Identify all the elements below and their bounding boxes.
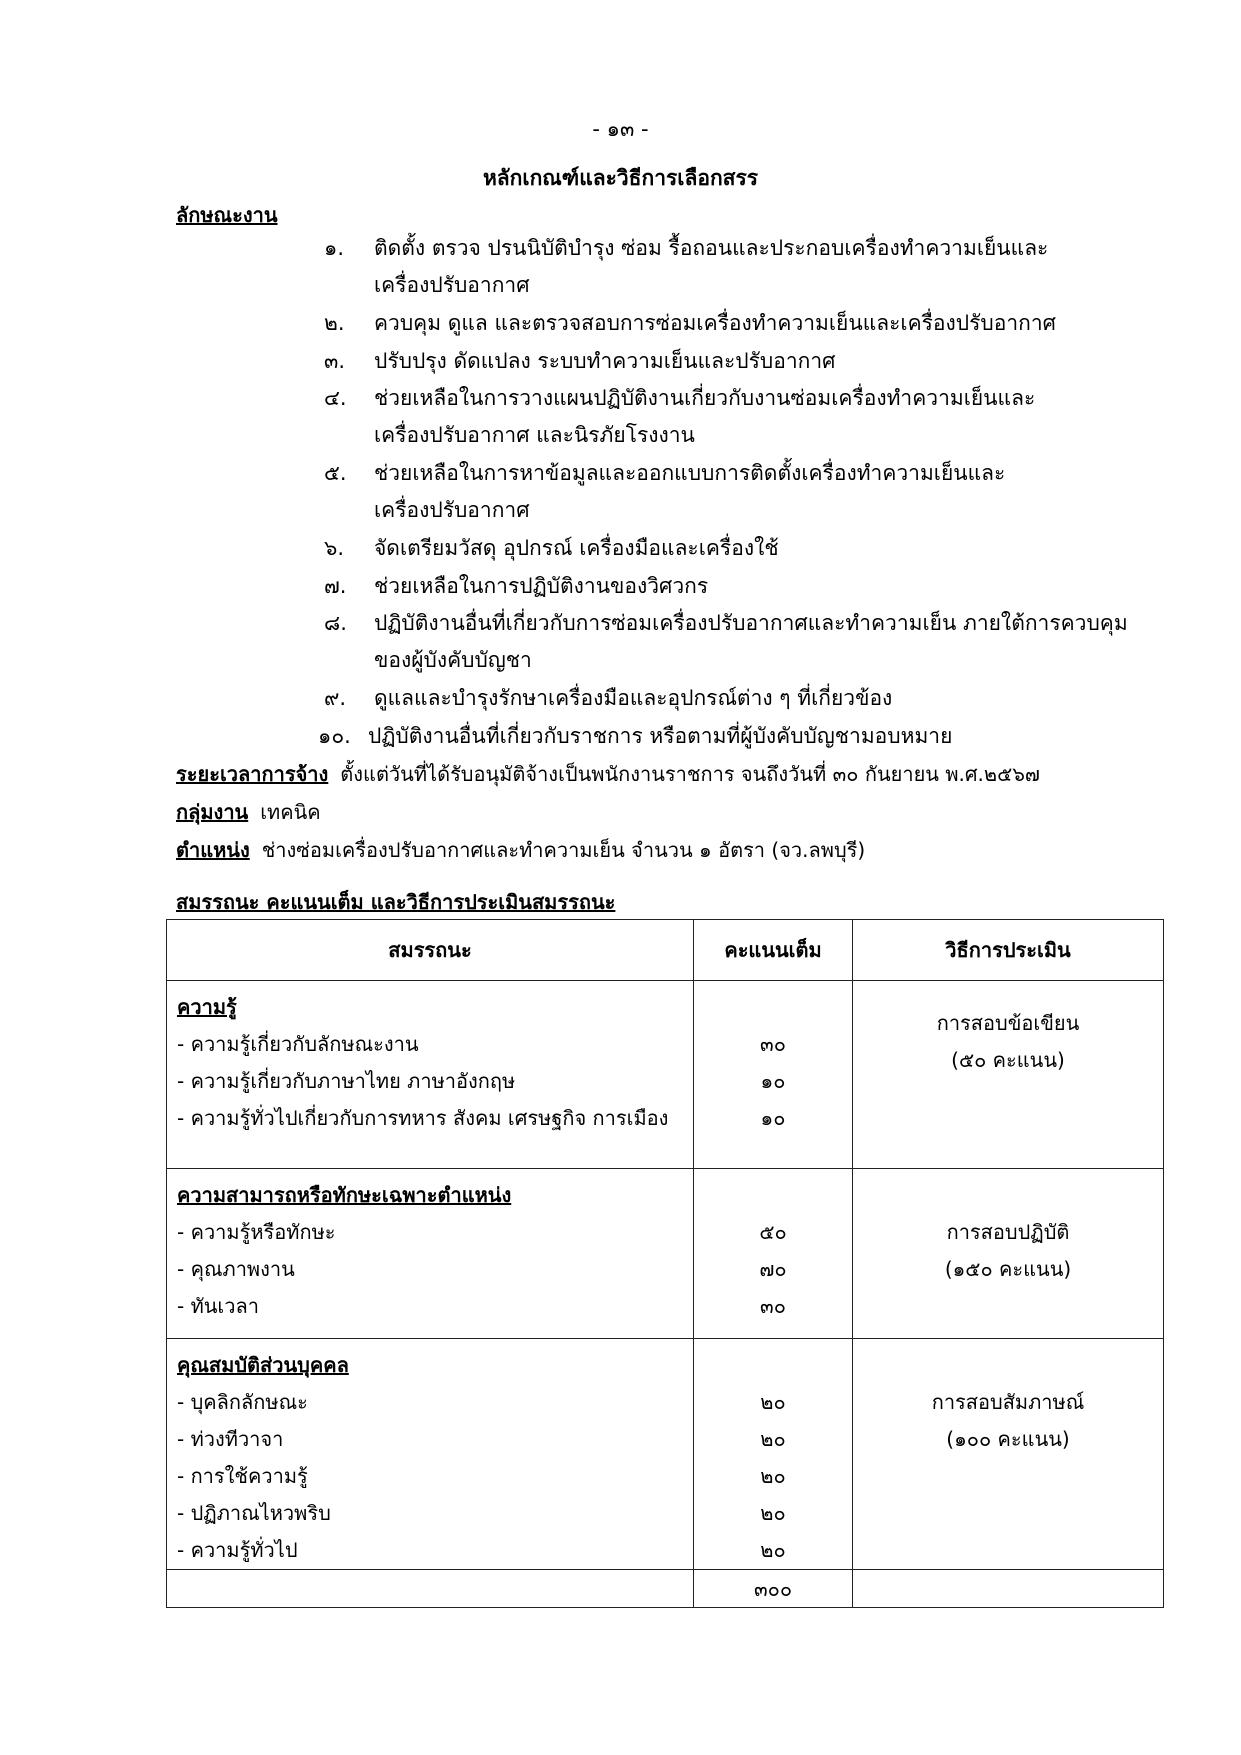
competency-heading: สมรรถนะ คะแนนเต็ม และวิธีการประเมินสมรรถนะ — [176, 890, 616, 914]
item-text: ช่วยเหลือในการวางแผนปฏิบัติงานเกี่ยวกับงานซ่อมเครื่องทำความเย็นและ — [374, 386, 1036, 410]
item-text: จัดเตรียมวัสดุ อุปกรณ์ เครื่องมือและเครื่องใช้ — [374, 536, 779, 560]
score-value: ๑๐ — [760, 1106, 786, 1130]
group-name: ความรู้ — [177, 995, 237, 1019]
position — [176, 834, 865, 866]
list-item: - บุคลิกลักษณะ — [177, 1390, 308, 1414]
competency-cell — [167, 1169, 694, 1339]
item-text: ช่วยเหลือในการปฏิบัติงานของวิศวกร — [374, 573, 709, 598]
work-group — [176, 796, 321, 828]
item-text-continued: ของผู้บังคับบัญชา — [374, 648, 532, 672]
item-number: ๒. — [324, 311, 345, 335]
competency-cell — [167, 981, 694, 1169]
item-number: ๑๐. — [318, 723, 351, 748]
job-nature-heading: ลักษณะงาน — [176, 203, 278, 227]
item-number: ๙. — [324, 686, 347, 710]
page-title: หลักเกณฑ์และวิธีการเลือกสรร — [482, 166, 759, 190]
list-item: - ความรู้ทั่วไป — [177, 1538, 298, 1562]
item-text: ปฏิบัติงานอื่นที่เกี่ยวกับการซ่อมเครื่องปรับอากาศและทำความเย็น ภายใต้การควบคุม — [374, 611, 1128, 635]
item-text: ปรับปรุง ดัดแปลง ระบบทำความเย็นและปรับอากาศ — [374, 348, 836, 373]
item-number: ๓. — [324, 348, 346, 373]
total-method-cell — [853, 1570, 1164, 1608]
table-row-knowledge — [167, 981, 1164, 1169]
score-value: ๒๐ — [760, 1501, 786, 1525]
score-value: ๒๐ — [760, 1390, 786, 1414]
work-group-value: เทคนิค — [260, 800, 321, 824]
method-name: การสอบสัมภาษณ์ — [931, 1390, 1085, 1414]
table-row-personal — [167, 1339, 1164, 1570]
group-name: ความสามารถหรือทักษะเฉพาะตำแหน่ง — [177, 1183, 512, 1207]
item-text-continued: เครื่องปรับอากาศ และนิรภัยโรงงาน — [374, 423, 695, 447]
item-number: ๘. — [324, 611, 347, 635]
score-value: ๒๐ — [760, 1427, 786, 1451]
score-cell — [694, 1339, 853, 1570]
item-number: ๖. — [324, 536, 345, 560]
competency-cell — [167, 1339, 694, 1570]
item-text: ติดตั้ง ตรวจ ปรนนิบัติบำรุง ซ่อม รื้อถอนและประกอบเครื่องทำความเย็นและ — [374, 236, 1049, 260]
table-total-row — [167, 1570, 1164, 1608]
score-cell — [694, 981, 853, 1169]
item-text-continued: เครื่องปรับอากาศ — [374, 498, 530, 522]
method-cell — [853, 1169, 1164, 1339]
list-item: - ความรู้หรือทักษะ — [177, 1220, 336, 1244]
score-value: ๒๐ — [760, 1538, 786, 1562]
method-name: การสอบปฏิบัติ — [946, 1220, 1070, 1244]
score-value: ๓๐ — [760, 1032, 786, 1056]
employment-period-value: ตั้งแต่วันที่ได้รับอนุมัติจ้างเป็นพนักงานราชการ จนถึงวันที่ ๓๐ กันยายน พ.ศ.๒๕๖๗ — [340, 762, 1040, 786]
method-name: การสอบข้อเขียน — [936, 1011, 1080, 1035]
total-score: ๓๐๐ — [753, 1576, 793, 1601]
item-text: ดูแลและบำรุงรักษาเครื่องมือและอุปกรณ์ต่าง ๆ ที่เกี่ยวข้อง — [374, 686, 893, 710]
list-item: - ความรู้เกี่ยวกับลักษณะงาน — [177, 1032, 419, 1056]
item-number: ๔. — [324, 386, 347, 410]
item-number: ๗. — [324, 573, 347, 598]
list-item: - ทันเวลา — [177, 1294, 259, 1318]
position-label: ตำแหน่ง — [176, 838, 250, 862]
list-item: - ปฏิภาณไหวพริบ — [177, 1501, 331, 1525]
method-score: (๑๐๐ คะแนน) — [946, 1427, 1070, 1451]
item-text: ช่วยเหลือในการหาข้อมูลและออกแบบการติดตั้งเครื่องทำความเย็นและ — [374, 461, 1006, 485]
competency-table — [166, 919, 1164, 1608]
employment-period — [176, 758, 1040, 790]
col-header-competency: สมรรถนะ — [167, 920, 694, 981]
score-value: ๗๐ — [759, 1257, 787, 1281]
col-header-full-score: คะแนนเต็ม — [694, 920, 853, 981]
list-item: - ความรู้ทั่วไปเกี่ยวกับการทหาร สังคม เศรษฐกิจ การเมือง — [177, 1106, 669, 1130]
score-value: ๓๐ — [760, 1294, 786, 1318]
list-item: - ความรู้เกี่ยวกับภาษาไทย ภาษาอังกฤษ — [177, 1069, 516, 1093]
score-value: ๕๐ — [759, 1220, 787, 1244]
employment-period-label: ระยะเวลาการจ้าง — [176, 762, 329, 786]
list-item: - ท่วงทีวาจา — [177, 1427, 284, 1451]
total-label-cell — [167, 1570, 694, 1608]
method-cell — [853, 981, 1164, 1169]
item-number: ๕. — [324, 461, 347, 485]
list-item: - คุณภาพงาน — [177, 1257, 295, 1281]
item-number: ๑. — [324, 236, 345, 260]
table-row-skills — [167, 1169, 1164, 1339]
score-value: ๑๐ — [760, 1069, 786, 1093]
table-header-row — [167, 920, 1164, 981]
method-score: (๑๕๐ คะแนน) — [944, 1257, 1072, 1281]
score-cell — [694, 1169, 853, 1339]
col-header-method: วิธีการประเมิน — [853, 920, 1164, 981]
score-value: ๒๐ — [760, 1464, 786, 1488]
method-score: (๕๐ คะแนน) — [951, 1048, 1065, 1072]
item-text: ปฏิบัติงานอื่นที่เกี่ยวกับราชการ หรือตามที่ผู้บังคับบัญชามอบหมาย — [368, 723, 953, 748]
total-score-cell — [694, 1570, 853, 1608]
position-value: ช่างซ่อมเครื่องปรับอากาศและทำความเย็น จำนวน ๑ อัตรา (จว.ลพบุรี) — [261, 838, 866, 862]
item-text-continued: เครื่องปรับอากาศ — [374, 273, 530, 297]
list-item: - การใช้ความรู้ — [177, 1464, 308, 1488]
item-text: ควบคุม ดูแล และตรวจสอบการซ่อมเครื่องทำความเย็นและเครื่องปรับอากาศ — [374, 311, 1056, 335]
work-group-label: กลุ่มงาน — [176, 800, 249, 824]
group-name: คุณสมบัติส่วนบุคคล — [177, 1353, 349, 1377]
page-number: - ๑๓ - — [592, 117, 649, 141]
method-cell — [853, 1339, 1164, 1570]
